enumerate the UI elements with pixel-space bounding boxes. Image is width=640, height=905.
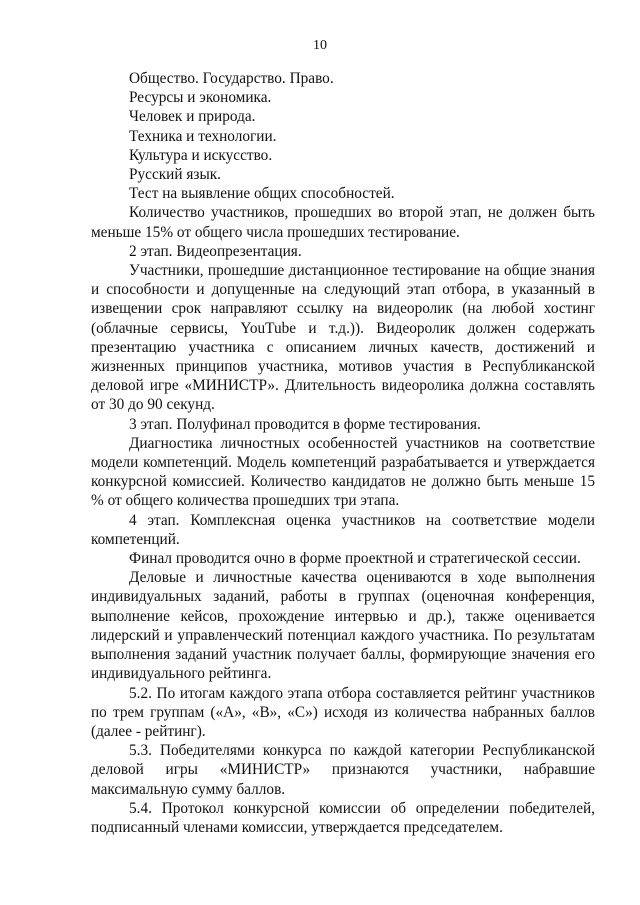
paragraph-qualities: Деловые и личностные качества оцениваются в ходе выполнения индивидуальных заданий, работы в группах (оценочная конференция, выполнение кейсов, прохождение интервью и др.), также оценивается лидерский и управленческий потенциал каждого участника. По результатам выполнения заданий участник получает баллы, формирующие значения его индивидуального рейтинга. (91, 569, 595, 683)
paragraph-diagnostics: Диагностика личностных особенностей участников на соответствие модели компетенций. Модель компетенций разрабатывается и утверждается конкурсной комиссией. Количество кандидатов не должно быть меньше 15 % от общего количества прошедших три этапа. (91, 434, 595, 510)
page-number: 10 (313, 38, 327, 53)
clause-5-3: 5.3. Победителями конкурса по каждой категории Республиканской деловой игры «МИНИСТР» признаются участники, набравшие максимальную сумму баллов. (91, 742, 595, 798)
list-item-technology: Техника и технологии. (129, 127, 277, 145)
list-item-economy: Ресурсы и экономика. (129, 89, 272, 107)
stage-2-heading: 2 этап. Видеопрезентация. (129, 242, 302, 260)
paragraph-final: Финал проводится очно в форме проектной и стратегической сессии. (129, 550, 581, 568)
list-item-society: Общество. Государство. Право. (129, 70, 334, 87)
list-item-general-test: Тест на выявление общих способностей. (129, 185, 395, 203)
document-body (91, 69, 595, 837)
list-item-russian: Русский язык. (129, 166, 221, 184)
paragraph-video: Участники, прошедшие дистанционное тестирование на общие знания и способности и допущенные на следующий этап отбора, в указанный в извещении срок направляют ссылку на видеоролик (на любой хостинг (облачные сервисы, YouTube и т.д.)). Видеоролик должен содержать презентацию участника с описанием личных качеств, достижений и жизненных принципов участника, мотивов участия в Республиканской деловой игре «МИНИСТР». Длительность видеоролика должна составлять от 30 до 90 секунд. (91, 262, 595, 414)
clause-5-2: 5.2. По итогам каждого этапа отбора составляется рейтинг участников по трем группам («А», «В», «С») исходя из количества набранных баллов (далее - рейтинг). (91, 684, 595, 740)
list-item-culture: Культура и искусство. (129, 146, 273, 164)
paragraph-participant-count: Количество участников, прошедших во второй этап, не должен быть меньше 15% от общего числа прошедших тестирование. (91, 204, 595, 241)
list-item-nature: Человек и природа. (129, 108, 256, 126)
stage-4-heading: 4 этап. Комплексная оценка участников на соответствие модели компетенций. (91, 511, 595, 548)
clause-5-4: 5.4. Протокол конкурсной комиссии об определении победителей, подписанный членами комиссии, утверждается председателем. (91, 799, 595, 836)
stage-3-heading: 3 этап. Полуфинал проводится в форме тестирования. (129, 415, 481, 433)
